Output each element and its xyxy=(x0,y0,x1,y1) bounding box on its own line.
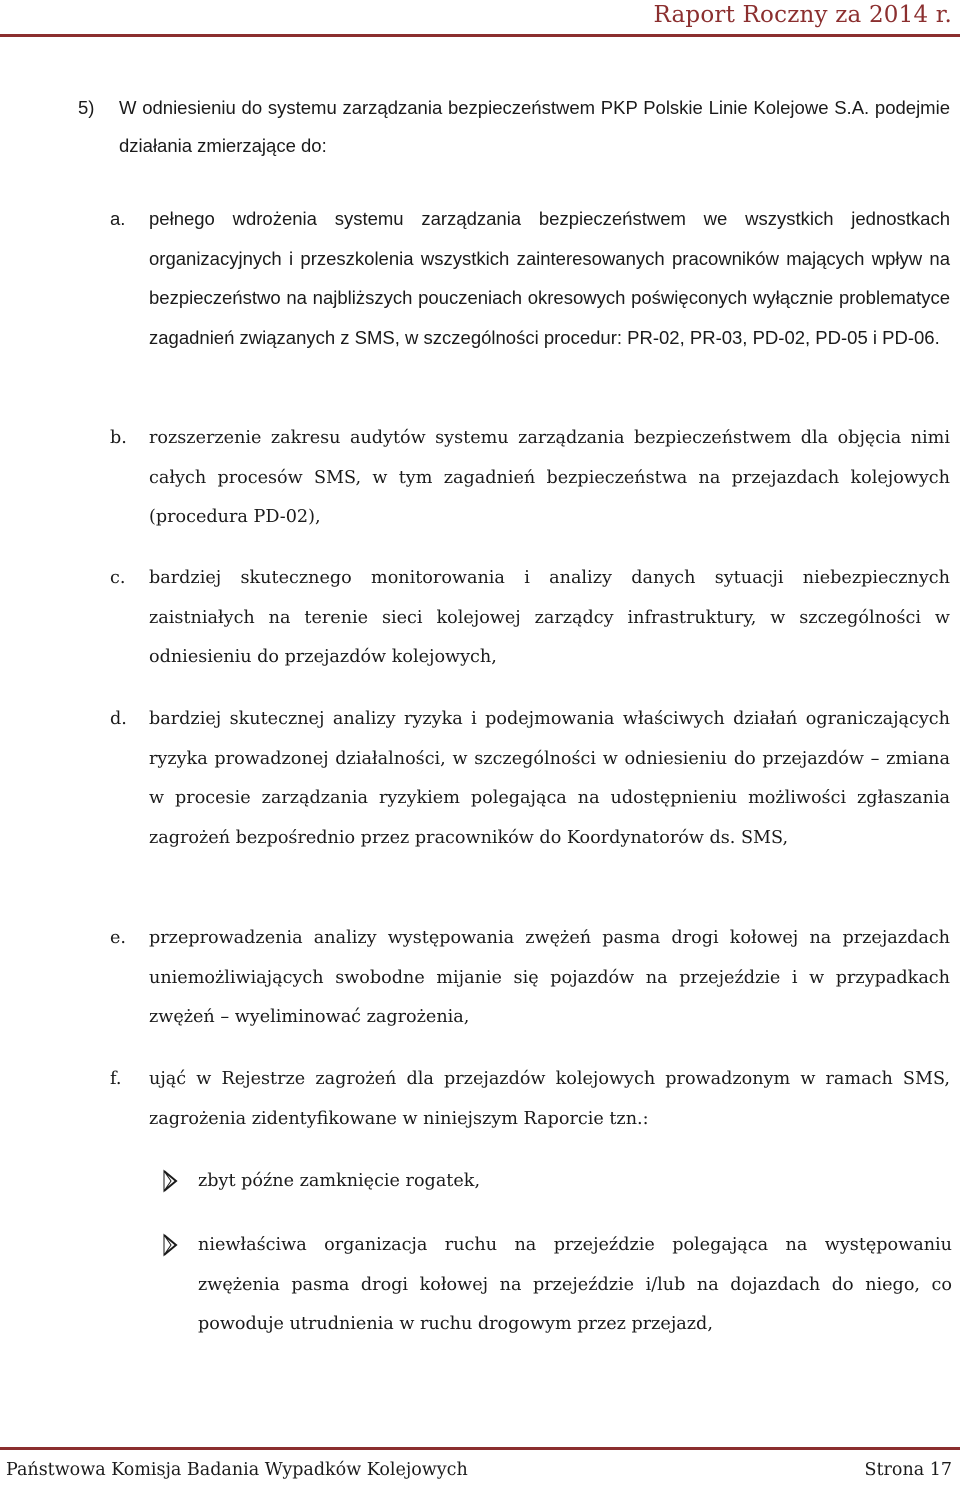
list-item-label: a. xyxy=(110,208,126,229)
list-item-label: b. xyxy=(110,428,127,448)
bullet-item-1 xyxy=(162,1162,952,1202)
list-item-a xyxy=(110,199,950,357)
arrow-bullet-icon xyxy=(162,1232,178,1258)
bullet-text: zbyt późne zamknięcie rogatek, xyxy=(198,1171,481,1191)
page-number: Strona 17 xyxy=(864,1460,952,1480)
list-item-f xyxy=(110,1060,950,1139)
list-item-text: ująć w Rejestrze zagrożeń dla przejazdów kolejowych prowadzonym w ramach SMS, zagrożenia zidentyfikowane w niniejszym Raporcie tzn.: xyxy=(149,1069,950,1129)
list-item-text: rozszerzenie zakresu audytów systemu zarządzania bezpieczeństwem dla objęcia nimi całych procesów SMS, w tym zagadnień bezpieczeństwa na przejazdach kolejowych (procedura PD-02), xyxy=(149,428,950,527)
list-item-d xyxy=(110,700,950,858)
list-item-text: bardziej skutecznej analizy ryzyka i podejmowania właściwych działań ograniczających ryzyka prowadzonej działalności, w szczególności w odniesieniu do przejazdów – zmiana w procesie zarządzania ryzykiem polegająca na udostępnieniu możliwości zgłaszania zagrożeń bezpośrednio przez pracowników do Koordynatorów ds. SMS, xyxy=(149,709,950,848)
header-rule xyxy=(0,34,960,37)
list-item-label: e. xyxy=(110,928,127,948)
list-item-text: pełnego wdrożenia systemu zarządzania bezpieczeństwem we wszystkich jednostkach organizacyjnych i przeszkolenia wszystkich zainteresowanych pracowników mających wpływ na bezpieczeństwo na najbliższych pouczeniach okresowych poświęconych wyłącznie problematyce zagadnień związanych z SMS, w szczególności procedur: PR-02, PR-03, PD-02, PD-05 i PD-06. xyxy=(149,208,950,348)
list-item-label: c. xyxy=(110,568,126,588)
footer-rule xyxy=(0,1447,960,1450)
intro-text: W odniesieniu do systemu zarządzania bezpieczeństwem PKP Polskie Linie Kolejowe S.A. podejmie działania zmierzające do: xyxy=(119,97,950,156)
intro-paragraph xyxy=(78,89,950,165)
intro-number: 5) xyxy=(78,97,95,118)
list-item-label: d. xyxy=(110,709,127,729)
page-header-title: Raport Roczny za 2014 r. xyxy=(653,2,952,28)
footer-organization: Państwowa Komisja Badania Wypadków Kolejowych xyxy=(6,1460,468,1480)
list-item-e xyxy=(110,919,950,1038)
list-item-b xyxy=(110,419,950,538)
list-item-text: bardziej skutecznego monitorowania i analizy danych sytuacji niebezpiecznych zaistniałych na terenie sieci kolejowej zarządcy infrastruktury, w szczególności w odniesieniu do przejazdów kolejowych, xyxy=(149,568,950,667)
bullet-text: niewłaściwa organizacja ruchu na przejeździe polegająca na występowaniu zwężenia pasma drogi kołowej na przejeździe i/lub na dojazdach do niego, co powoduje utrudnienia w ruchu drogowym przez przejazd, xyxy=(198,1235,952,1334)
bullet-item-2 xyxy=(162,1226,952,1345)
list-item-label: f. xyxy=(110,1069,122,1089)
arrow-bullet-icon xyxy=(162,1168,178,1194)
list-item-c xyxy=(110,559,950,678)
list-item-text: przeprowadzenia analizy występowania zwężeń pasma drogi kołowej na przejazdach uniemożliwiających swobodne mijanie się pojazdów na przejeździe i w przypadkach zwężeń – wyeliminować zagrożenia, xyxy=(149,928,950,1027)
